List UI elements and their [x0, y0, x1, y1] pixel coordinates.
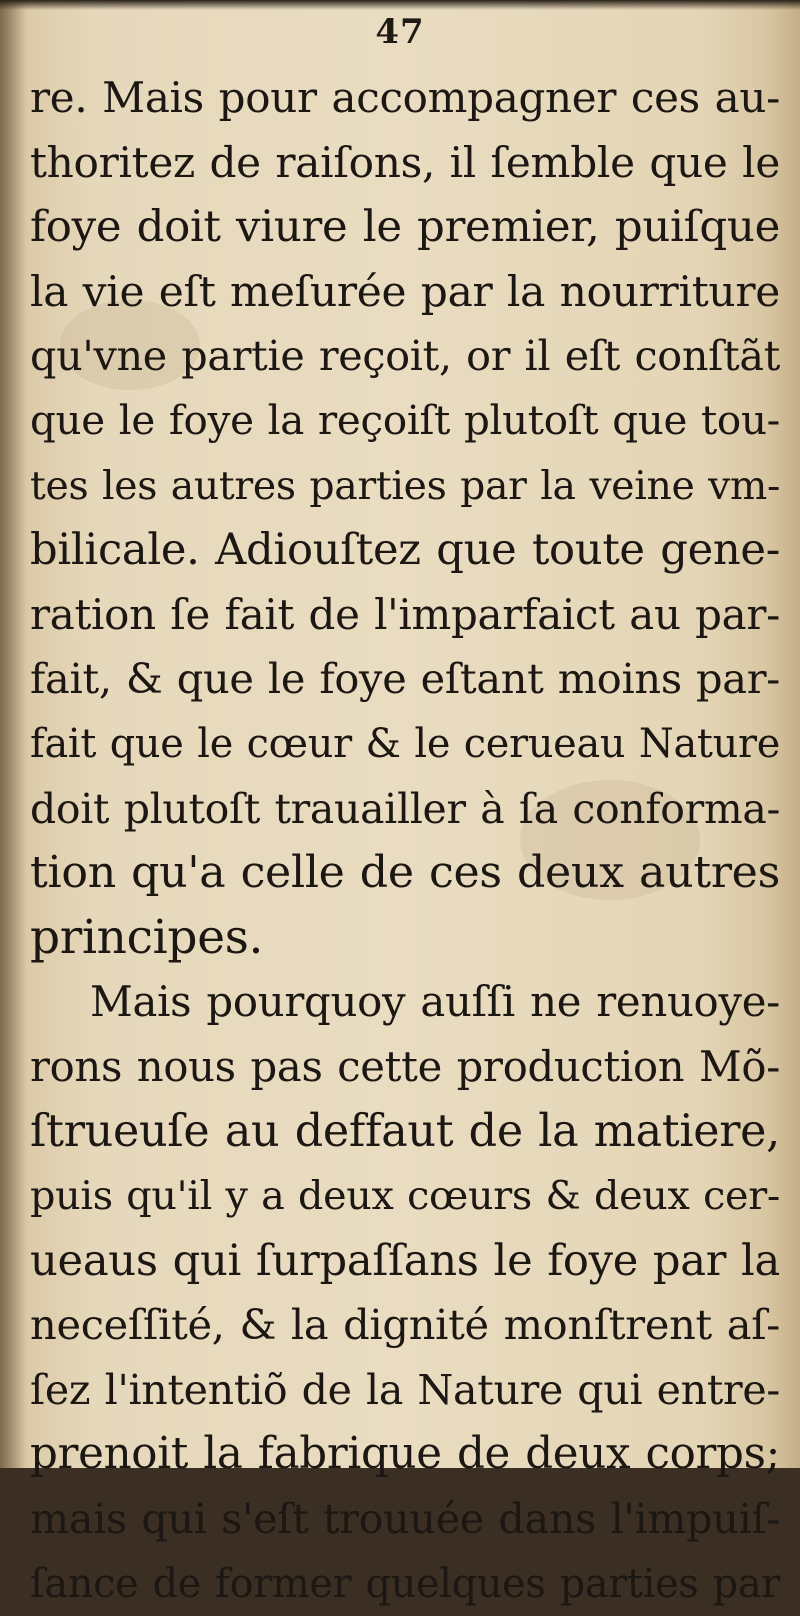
body-text — [30, 66, 780, 1616]
text-line: bilicale. Adiouſtez que toute gene- — [30, 525, 780, 576]
text-line: Mais pourquoy auſſi ne renuoye- — [90, 977, 780, 1027]
text-line: principes. — [30, 909, 264, 965]
text-line: ueaus qui ſurpaſſans le foye par la — [30, 1235, 780, 1286]
text-line: re. Mais pour accompagner ces au- — [30, 73, 780, 122]
text-line: tes les autres parties par la veine vm- — [30, 462, 780, 509]
text-line: tion qu'a celle de ces deux autres — [30, 847, 780, 899]
text-line: la vie eſt meſurée par la nourriture — [30, 266, 780, 316]
page-number: 47 — [375, 12, 425, 52]
text-line: mais qui s'eſt trouuée dans l'impuiſ- — [30, 1495, 780, 1544]
top-edge-shadow — [0, 0, 800, 10]
text-line: thoritez de raiſons, il ſemble que le — [30, 137, 780, 187]
text-line: rons nous pas cette production Mõ- — [30, 1041, 780, 1091]
text-line: puis qu'il y a deux cœurs & deux cer- — [30, 1173, 780, 1220]
text-line: ration ſe fait de l'imparfaict au par- — [30, 589, 780, 639]
text-line: neceſſité, & la dignité monſtrent aſ- — [30, 1300, 780, 1350]
text-line: prenoit la fabrique de deux corps; — [30, 1429, 780, 1480]
text-line: fait, & que le foye eſtant moins par- — [30, 654, 780, 704]
text-line: ſtrueuſe au deffaut de la matiere, — [30, 1105, 780, 1157]
text-line: ſez l'intentiõ de la Nature qui entre- — [30, 1365, 780, 1414]
text-line: que le foye la reçoiſt plutoſt que tou- — [30, 396, 780, 444]
text-line: foye doit viure le premier, puiſque — [30, 202, 780, 253]
gutter-shadow — [0, 0, 26, 1468]
text-line: fait que le cœur & le cerueau Nature — [30, 720, 780, 767]
text-line: ſance de former quelques parties par — [30, 1560, 780, 1607]
text-line: qu'vne partie reçoit, or il eſt conſtãt — [30, 332, 780, 381]
text-line: doit plutoſt trauailler à ſa conforma- — [30, 784, 780, 833]
